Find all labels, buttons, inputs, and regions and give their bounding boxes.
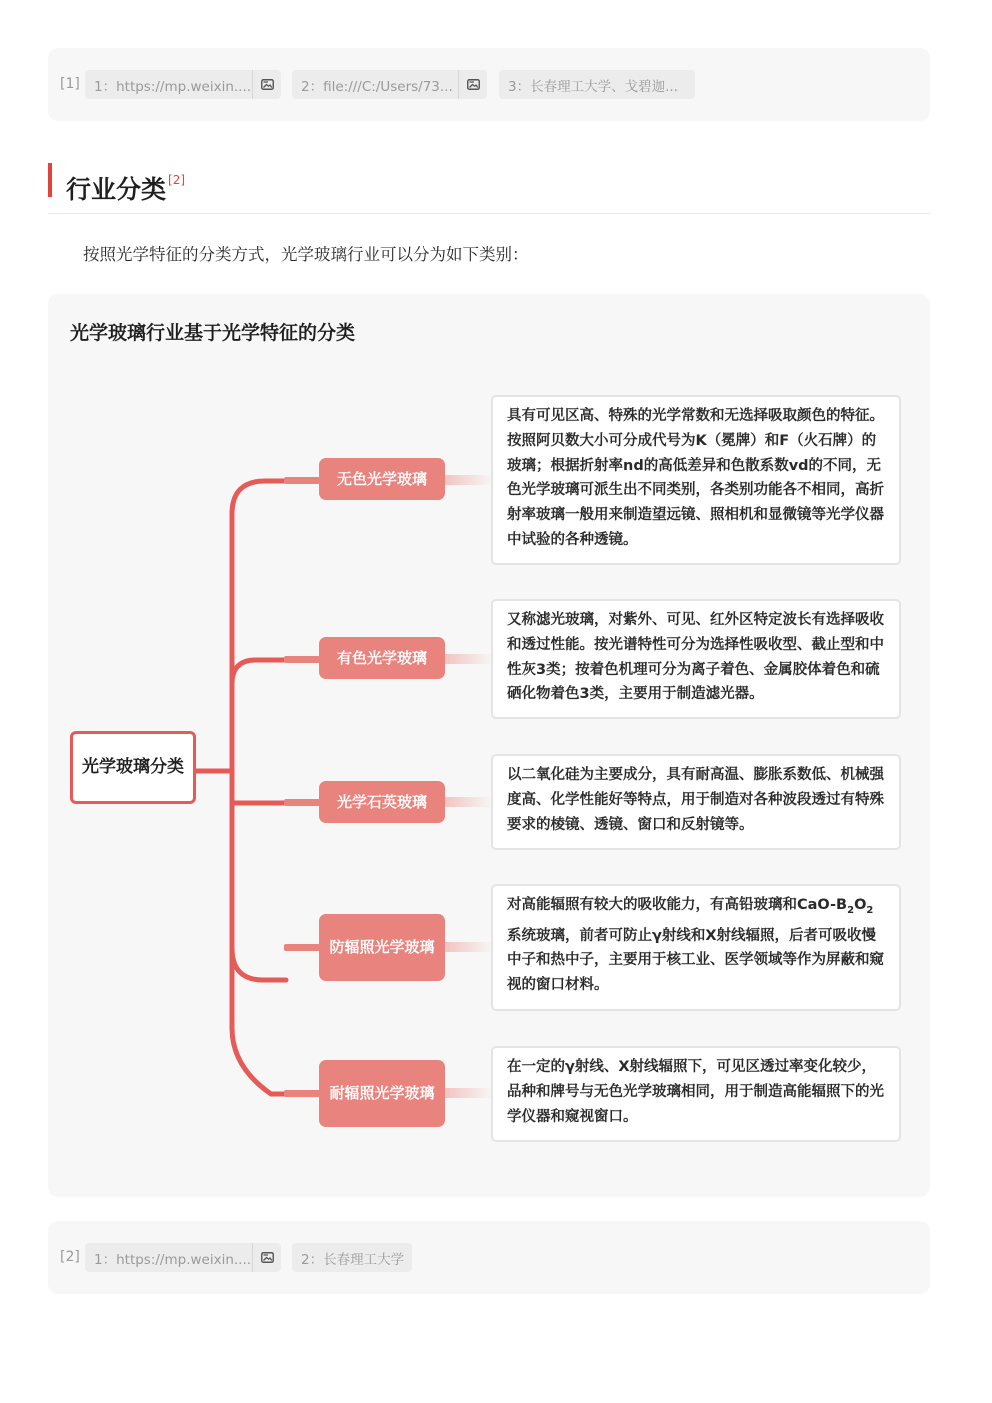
references-top: [48, 48, 930, 121]
ref-chip-2[interactable]: [292, 1243, 412, 1272]
ref-chip-text: 1：https://mp.weixin....: [94, 1251, 252, 1268]
ref-chip-1[interactable]: [85, 1243, 281, 1272]
intro-paragraph: 按照光学特征的分类方式，光学玻璃行业可以分为如下类别：: [83, 245, 529, 264]
branch-description: 在一定的γ射线、X射线辐照下，可见区透过率变化较少，品种和牌号与无色光学玻璃相同，用于制造高能辐照下的光学仪器和窥视窗口。: [491, 1046, 901, 1142]
branch-node-colorless[interactable]: 无色光学玻璃: [319, 458, 445, 500]
ref-label: [1]: [60, 76, 80, 92]
ref-chip-2[interactable]: [292, 70, 487, 99]
references-bottom: [48, 1221, 930, 1294]
ref-chip-text: 1：https://mp.weixin....: [94, 78, 252, 95]
ref-chip-1[interactable]: [85, 70, 281, 99]
branch-description: 对高能辐照有较大的吸收能力，有高铅玻璃和CaO-$B_2O_2$系统玻璃，前者可防止γ射线和X射线辐照，后者可吸收慢中子和热中子，主要用于核工业、医学领域等作为屏蔽和窥视的窗口材料。: [491, 884, 901, 1011]
image-icon[interactable]: [458, 70, 487, 99]
section-title: [48, 163, 186, 204]
branch-node-radiation-resistant[interactable]: 耐辐照光学玻璃: [319, 1060, 445, 1127]
branch-node-quartz[interactable]: 光学石英玻璃: [319, 781, 445, 823]
branch-description: 以二氧化硅为主要成分，具有耐高温、膨胀系数低、机械强度高、化学性能好等特点，用于制造对各种波段透过有特殊要求的棱镜、透镜、窗口和反射镜等。: [491, 754, 901, 850]
ref-chip-3[interactable]: [499, 70, 695, 99]
ref-chip-text: 3：长春理工大学、戈碧迦...: [508, 78, 678, 95]
branch-node-radiation-shielding[interactable]: 防辐照光学玻璃: [319, 914, 445, 981]
mindmap-root-node[interactable]: 光学玻璃分类: [70, 731, 196, 804]
branch-description: 又称滤光玻璃，对紫外、可见、红外区特定波长有选择吸收和透过性能。按光谱特性可分为选择性吸收型、截止型和中性灰3类；按着色机理可分为离子着色、金属胶体着色和硫硒化物着色3类，主要用于制造滤光器。: [491, 599, 901, 719]
ref-chip-text: 2：file:///C:/Users/73...: [301, 78, 453, 95]
image-icon[interactable]: [252, 1243, 281, 1272]
divider: [48, 213, 930, 214]
ref-chip-text: 2：长春理工大学: [301, 1251, 405, 1268]
branch-node-colored[interactable]: 有色光学玻璃: [319, 637, 445, 679]
branch-description: 具有可见区高、特殊的光学常数和无选择吸取颜色的特征。按照阿贝数大小可分成代号为K（冕牌）和F（火石牌）的玻璃；根据折射率nd的高低差异和色散系数vd的不同，无色光学玻璃可派生出不同类别，各类别功能各不相同，高折射率玻璃一般用来制造望远镜、照相机和显微镜等光学仪器中试验的各种透镜。: [491, 395, 901, 565]
image-icon[interactable]: [252, 70, 281, 99]
citation-link[interactable]: [2]: [168, 173, 186, 187]
card-title: 光学玻璃行业基于光学特征的分类: [70, 322, 356, 344]
mindmap-card: [48, 294, 930, 1197]
section-title-text: 行业分类: [66, 175, 167, 204]
ref-label: [2]: [60, 1249, 80, 1265]
